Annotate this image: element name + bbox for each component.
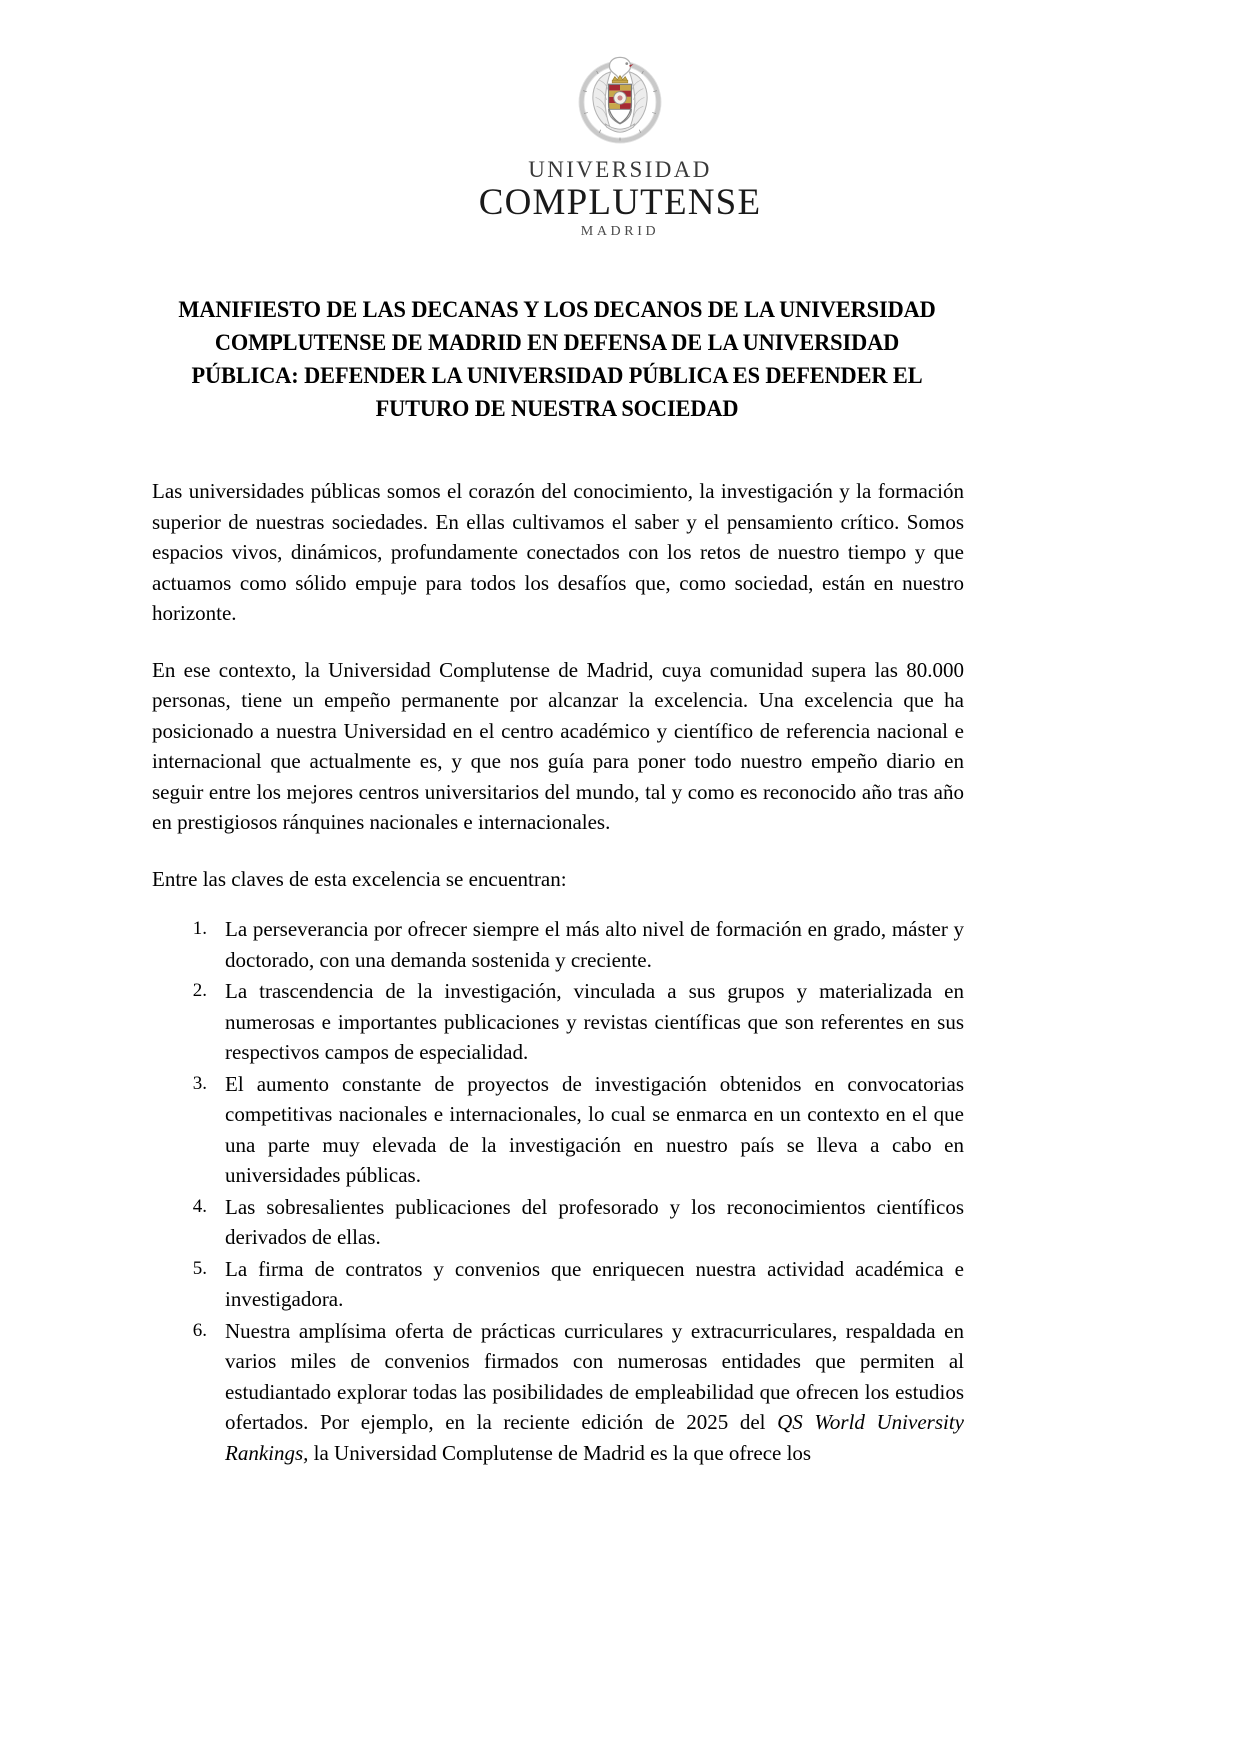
university-wordmark <box>479 158 762 239</box>
title-line-2: COMPLUTENSE DE MADRID EN DEFENSA DE LA UNIVERSIDAD <box>214 329 900 356</box>
page-title <box>172 294 942 426</box>
university-logo <box>0 48 1240 239</box>
list-item: La perseverancia por ofrecer siempre el más alto nivel de formación en grado, máster y doctorado, con una demanda sostenida y creciente. <box>225 917 964 972</box>
list-item <box>152 1316 964 1469</box>
list-item: El aumento constante de proyectos de investigación obtenidos en convocatorias competitivas nacionales e internacionales, lo cual se enmarca en un contexto en el que una parte muy elevada de la investigación en nuestro país se lleva a cabo en universidades públicas. <box>225 1071 964 1187</box>
list-item-text-b: la Universidad Complutense de Madrid es la que ofrece los <box>308 1440 812 1465</box>
wordmark-line-complutense: COMPLUTENSE <box>478 182 762 223</box>
list-item: Las sobresalientes publicaciones del profesorado y los reconocimientos científicos derivados de ellas. <box>225 1194 964 1249</box>
list-lead-in: Entre las claves de esta excelencia se encuentran: <box>152 866 567 891</box>
wordmark-line-universidad: UNIVERSIDAD <box>528 157 712 182</box>
qs-ranking-title: QS World University Rankings, <box>225 1410 964 1465</box>
key-points-list <box>152 914 964 1468</box>
title-line-1: MANIFIESTO DE LAS DECANAS Y LOS DECANOS DE LA UNIVERSIDAD <box>178 296 936 323</box>
paragraph-1: Las universidades públicas somos el corazón del conocimiento, la investigación y la formación superior de nuestras sociedades. En ellas cultivamos el saber y el pensamiento crítico. Somos espacios vivos, dinámicos, profundamente conectados con los retos de nuestro tiempo y que actuamos como sólido empuje para todos los desafíos que, como sociedad, están en nuestro horizonte. <box>152 479 964 625</box>
paragraph-2: En ese contexto, la Universidad Complutense de Madrid, cuya comunidad supera las 80.000 personas, tiene un empeño permanente por alcanzar la excelencia. Una excelencia que ha posicionado a nuestra Universidad en el centro académico y científico de referencia nacional e internacional que actualmente es, y que nos guía para poner todo nuestro empeño diario en seguir entre los mejores centros universitarios del mundo, tal y como es reconocido año tras año en prestigiosos ránquines nacionales e internacionales. <box>152 657 964 834</box>
list-item: La firma de contratos y convenios que enriquecen nuestra actividad académica e investigadora. <box>225 1256 964 1311</box>
list-item: La trascendencia de la investigación, vinculada a sus grupos y materializada en numerosas e importantes publicaciones y revistas científicas que son referentes en sus respectivos campos de especialidad. <box>225 979 964 1064</box>
title-line-3: PÚBLICA: DEFENDER LA UNIVERSIDAD PÚBLICA ES DEFENDER EL <box>191 362 923 389</box>
wordmark-line-madrid: MADRID <box>580 224 660 239</box>
list-item-text-a: Nuestra amplísima oferta de prácticas curriculares y extracurriculares, respaldada en varios miles de convenios firmados con numerosas entidades que permiten al estudiantado explorar todas las posibilidades de empleabilidad que ofrecen los estudios ofertados. Por ejemplo, en la reciente edición de 2025 del <box>225 1318 964 1434</box>
title-line-4: FUTURO DE NUESTRA SOCIEDAD <box>375 395 739 422</box>
document-body <box>152 476 964 1469</box>
complutense-crest-icon <box>568 48 672 152</box>
